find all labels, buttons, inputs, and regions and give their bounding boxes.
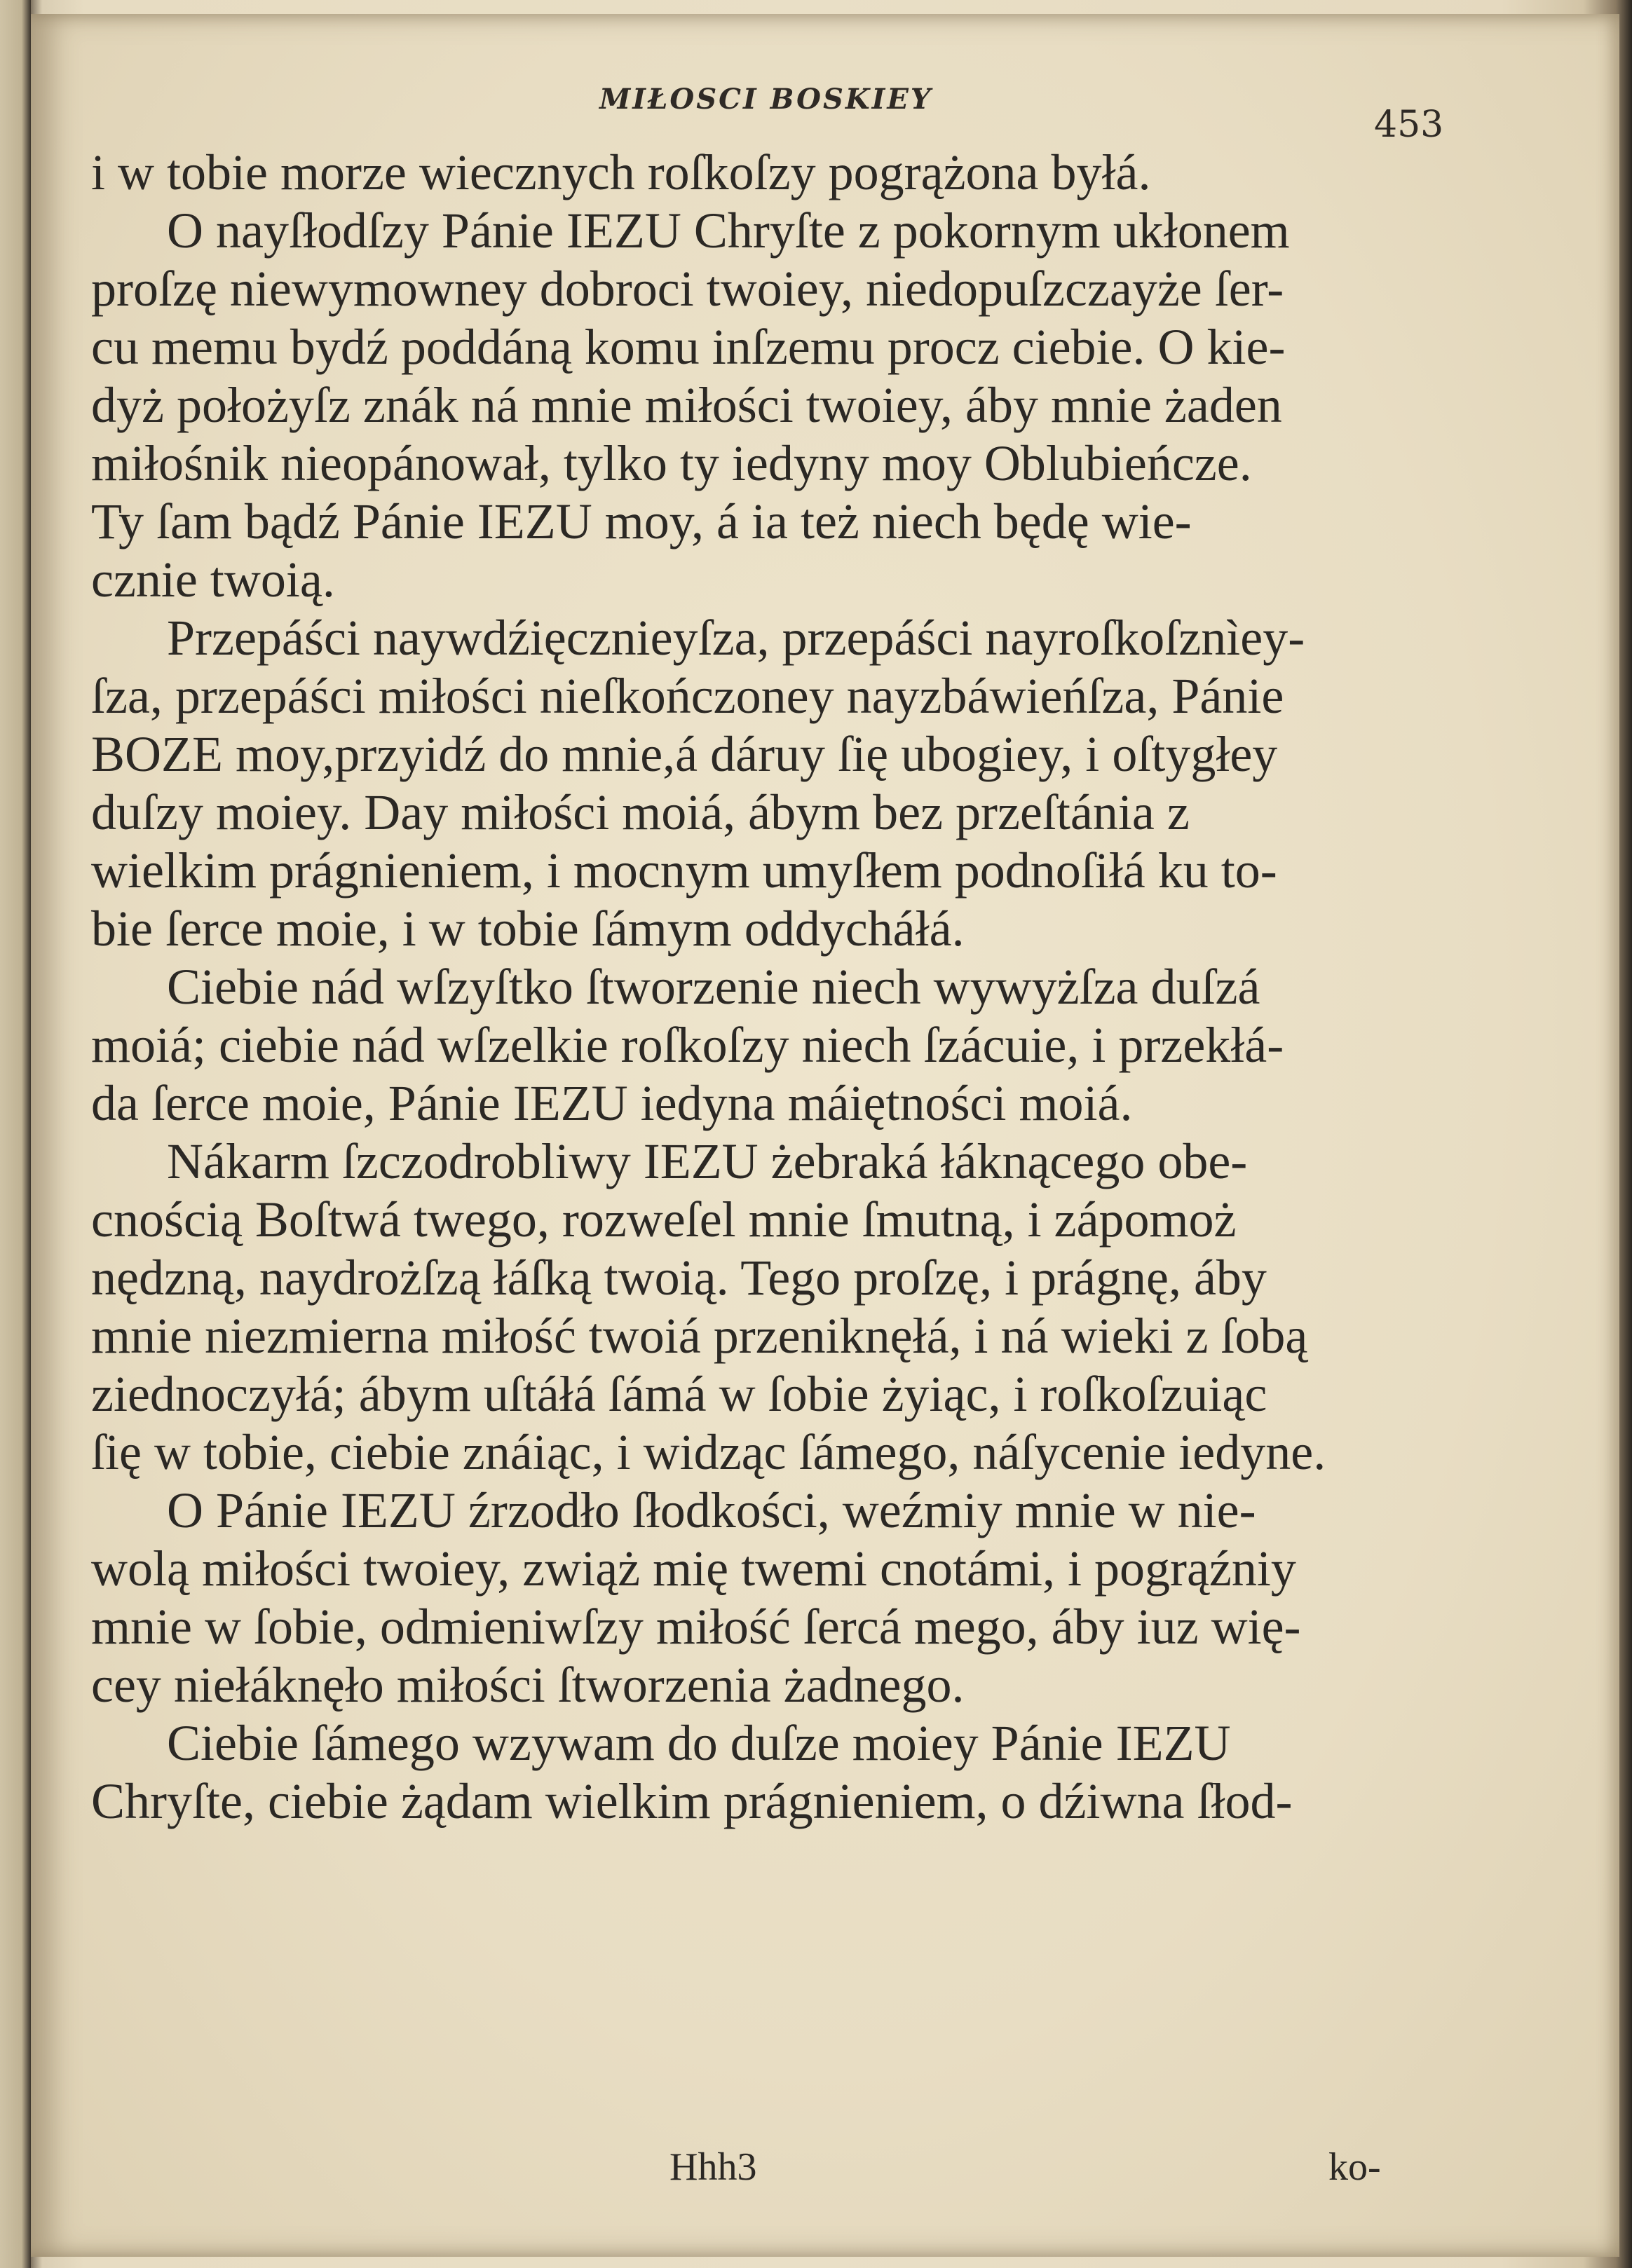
running-head: MIŁOSCI BOSKIEY xyxy=(599,83,933,116)
text-line: O Pánie IEZU źrzodło ſłodkości, weźmiy mnie w nie- xyxy=(167,1482,1256,1538)
text-line: Ty ſam bądź Pánie IEZU moy, á ia też niech będę wie- xyxy=(91,493,1192,549)
text-line: cnością Boſtwá twego, rozweſel mnie ſmutną, i zápomoż xyxy=(91,1191,1237,1248)
text-line: O nayſłodſzy Pánie IEZU Chryſte z pokornym ukłonem xyxy=(167,203,1290,259)
text-line: mnie w ſobie, odmieniwſzy miłość ſercá mego, áby iuz wię- xyxy=(91,1599,1301,1655)
text-line: cey niełáknęło miłości ſtworzenia żadnego. xyxy=(91,1657,965,1713)
text-line: wolą miłości twoiey, zwiąż mię twemi cnotámi, i pogrąźniy xyxy=(91,1541,1296,1597)
text-line: cznie twoią. xyxy=(91,552,335,608)
text-line: wielkim prágnieniem, i mocnym umyſłem podnoſiłá ku to- xyxy=(91,842,1277,899)
catchword: ko- xyxy=(1328,2145,1381,2189)
signature-mark: Hhh3 xyxy=(669,2145,757,2189)
text-line: mnie niezmierna miłość twoiá przeniknęłá, i ná wieki z ſobą xyxy=(91,1308,1308,1364)
text-line: ziednoczyłá; ábym uſtáłá ſámá w ſobie żyiąc, i roſkoſzuiąc xyxy=(91,1366,1267,1422)
text-line: Nákarm ſzczodrobliwy IEZU żebraká łáknącego obe- xyxy=(167,1133,1248,1189)
text-line: bie ſerce moie, i w tobie ſámym oddycháłá. xyxy=(91,901,965,957)
text-line: Ciebie nád wſzyſtko ſtworzenie niech wywyżſza duſzá xyxy=(167,959,1260,1015)
text-line: ſię w tobie, ciebie znáiąc, i widząc ſámego, náſycenie iedyne. xyxy=(91,1424,1326,1480)
text-line: Ciebie ſámego wzywam do duſze moiey Pánie IEZU xyxy=(167,1715,1231,1771)
text-line: moiá; ciebie nád wſzelkie roſkoſzy niech ſzácuie, i przekłá- xyxy=(91,1017,1284,1073)
text-line: BOZE moy,przyidź do mnie,á dáruy ſię ubogiey, i oſtygłey xyxy=(91,726,1278,782)
previous-page-edge xyxy=(0,0,31,2268)
text-line: dyż położyſz znák ná mnie miłości twoiey, áby mnie żaden xyxy=(91,377,1282,433)
text-line: da ſerce moie, Pánie IEZU iedyna máiętności moiá. xyxy=(91,1075,1133,1131)
text-line: nędzną, naydrożſzą łáſką twoią. Tego proſzę, i prágnę, áby xyxy=(91,1250,1267,1306)
text-line: proſzę niewymowney dobroci twoiey, niedopuſzczayże ſer- xyxy=(91,261,1284,317)
text-line: miłośnik nieopánował, tylko ty iedyny moy Oblubieńcze. xyxy=(91,435,1252,491)
page-body-text xyxy=(91,144,1476,1831)
page-number: 453 xyxy=(1374,104,1444,146)
text-line: Przepáści naywdźięcznieyſza, przepáści nayroſkoſznìey- xyxy=(167,610,1305,666)
text-line: ſza, przepáści miłości nieſkończoney nayzbáwieńſza, Pánie xyxy=(91,668,1284,724)
text-line: Chryſte, ciebie żądam wielkim prágnieniem, o dźiwna ſłod- xyxy=(91,1773,1293,1829)
text-line: cu memu bydź poddáną komu inſzemu procz ciebie. O kie- xyxy=(91,319,1286,375)
text-line: duſzy moiey. Day miłości moiá, ábym bez przeſtánia z xyxy=(91,784,1190,840)
text-line: i w tobie morze wiecznych roſkoſzy pogrążona byłá. xyxy=(91,144,1151,200)
